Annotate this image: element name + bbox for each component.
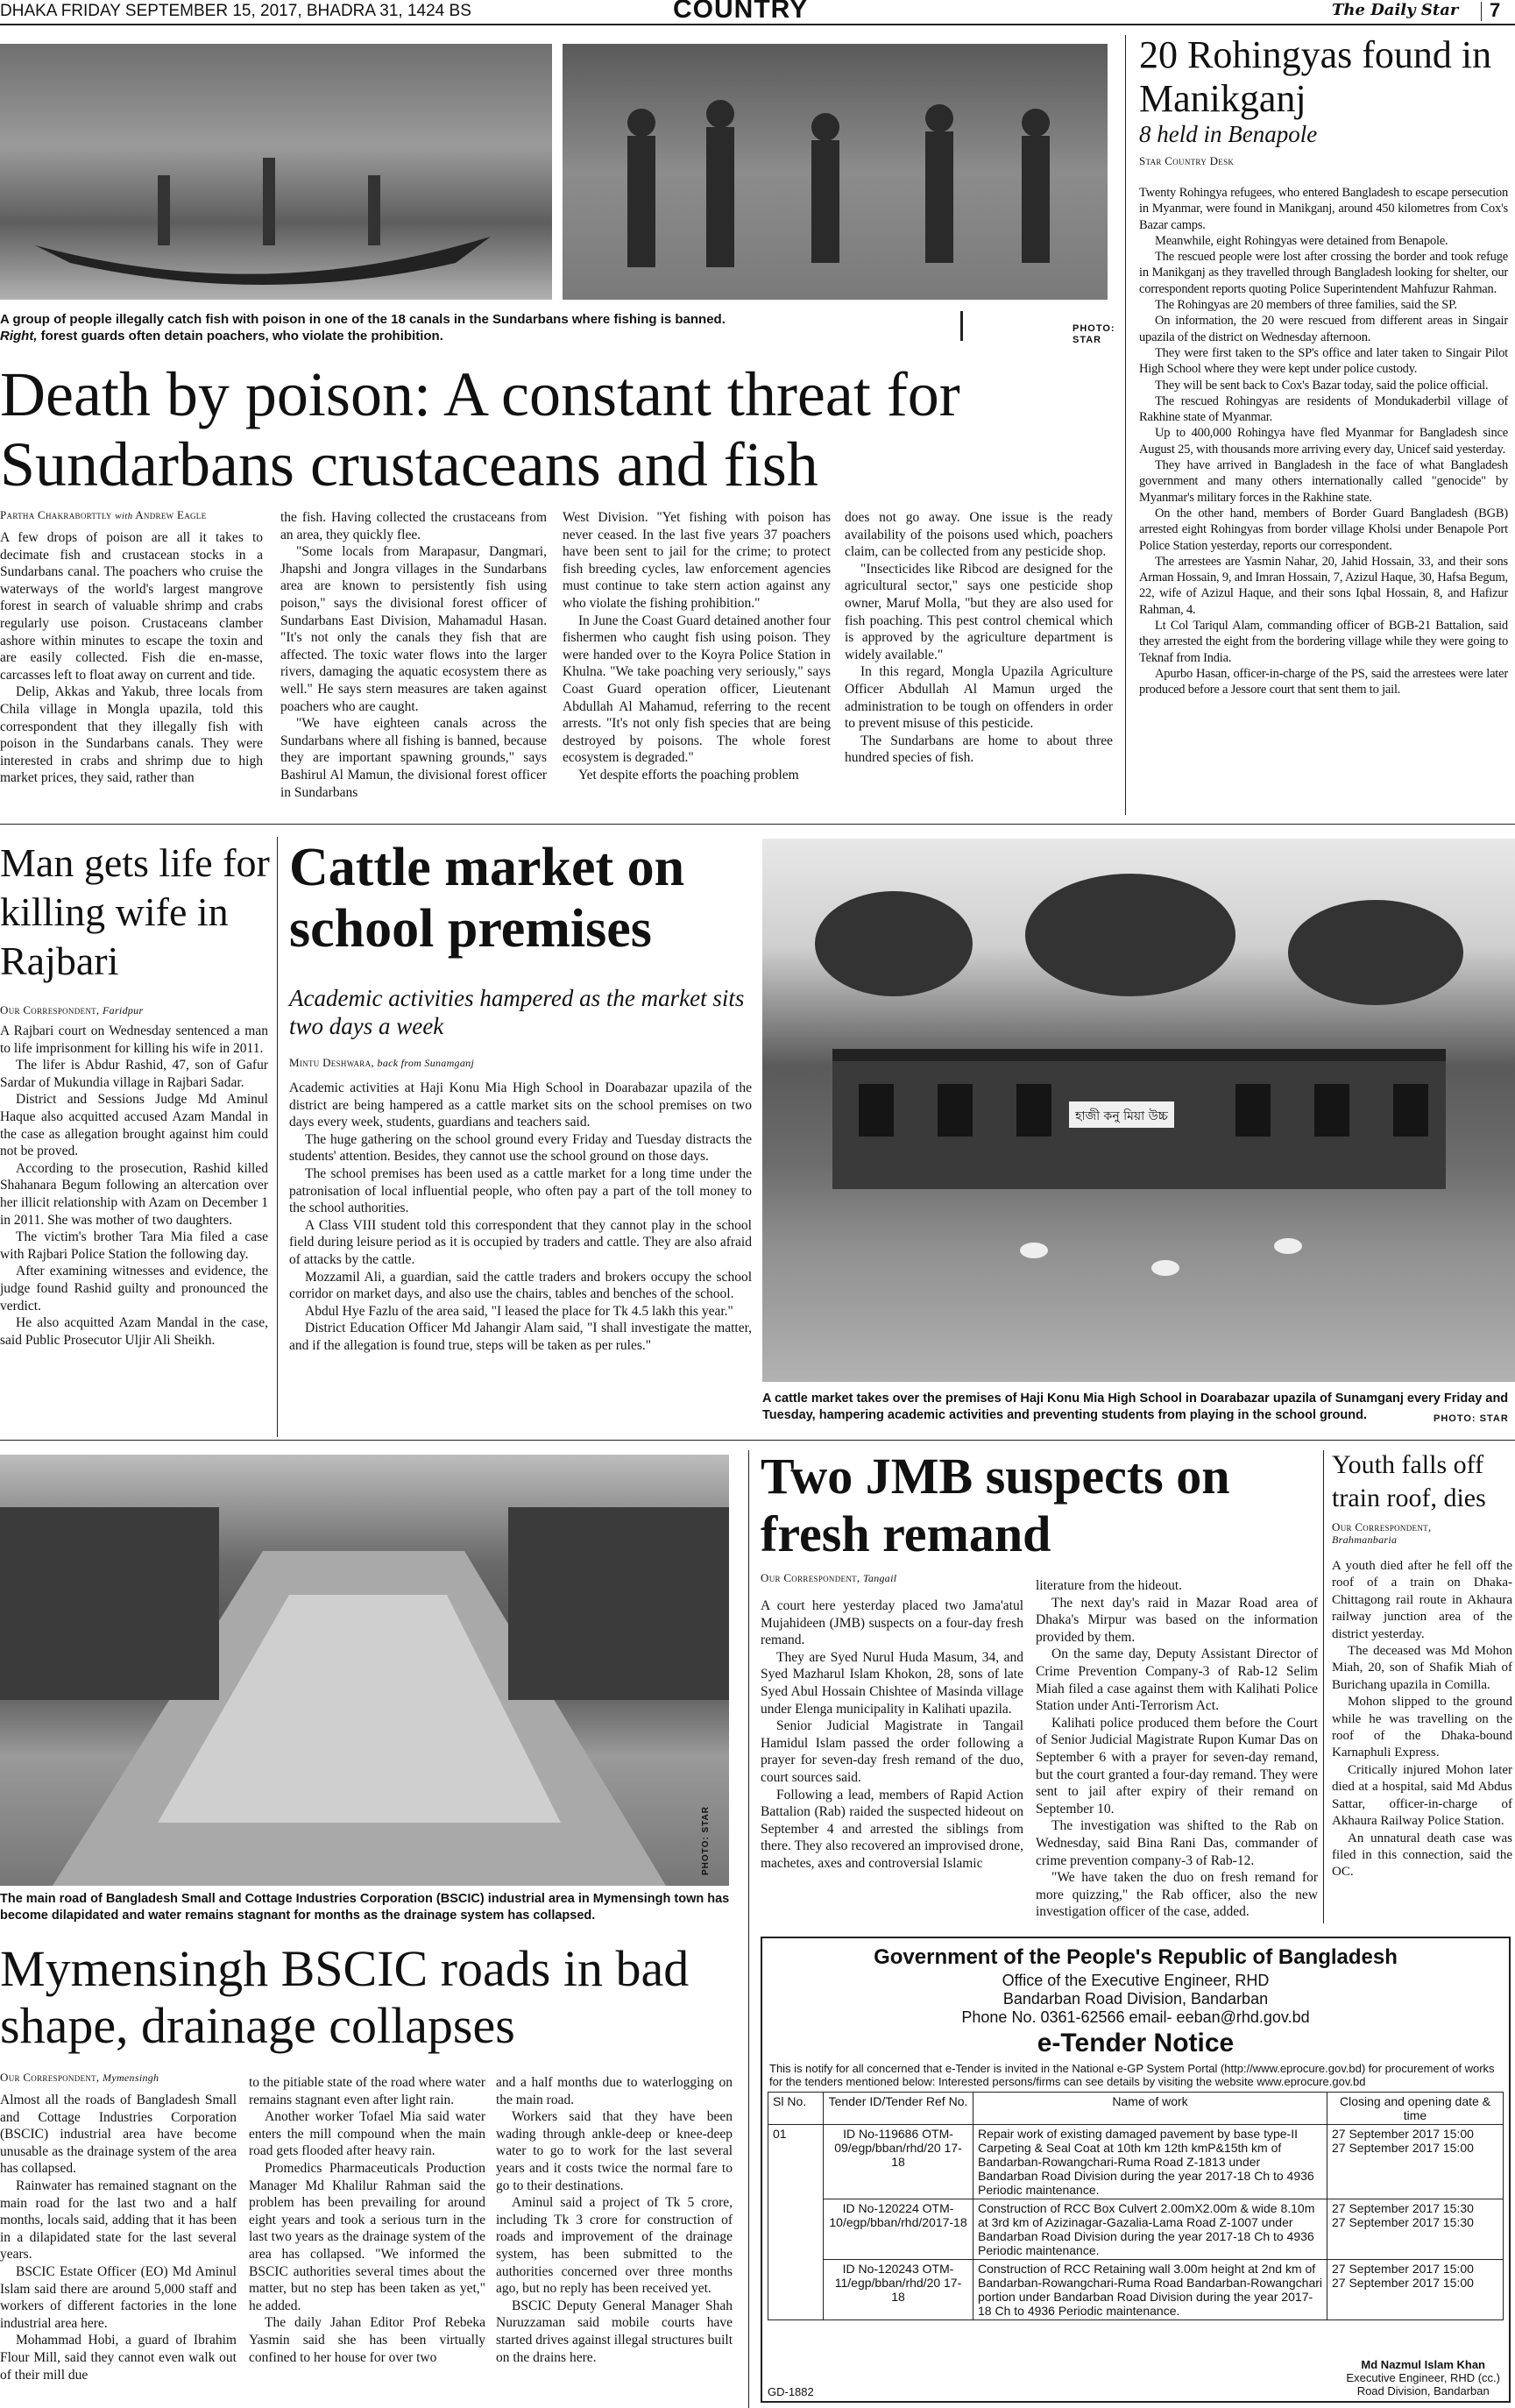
- cell-dates: [1327, 2199, 1504, 2260]
- tender-office: Office of the Executive Engineer, RHD: [1002, 1972, 1270, 1989]
- paragraph: "We have eighteen canals across the Sundarbans where all fishing is banned, because they are important spawning grounds," says Bashirul Al Mamun, the divisional forest officer in Sundarbans: [280, 716, 547, 800]
- paragraph: Lt Col Tariqul Alam, commanding officer of BGB-21 Battalion, said they arrested the eight from the bordering village while they were going to Teknaf from India.: [1139, 619, 1508, 665]
- paragraph: The next day's raid in Mazar Road area of Dhaka's Mirpur was based on the information provided by them.: [1036, 1595, 1318, 1645]
- paragraph: He also acquitted Azam Mandal in the case, said Public Prosecutor Uljir Ali Sheikh.: [0, 1315, 268, 1348]
- table-row: [768, 2125, 1504, 2199]
- bscic-road-photo: [0, 1455, 729, 1886]
- byline-text: Our Correspondent,: [1332, 1520, 1432, 1533]
- section-rule-1: [0, 824, 1515, 825]
- byline-place: back from Sunamganj: [377, 1057, 475, 1069]
- credit-label: PHOTO:: [1073, 323, 1115, 334]
- paragraph: According to the prosecution, Rashid killed Shahanara Begum following an altercation over her illicit relationship with Azam on December 1 in 2011. She was mother of two daughters.: [0, 1160, 268, 1228]
- paragraph: Aminul said a project of Tk 5 crore, including Tk 3 crore for construction of roads and improvement of the drainage system, has been submitted to the authorities concerned over three months ago, but no reply has been received yet.: [496, 2195, 733, 2297]
- byline-place: Faridpur: [103, 1004, 144, 1016]
- rohingya-body: [1139, 185, 1508, 698]
- cattle-byline: [289, 1056, 474, 1070]
- paragraph: The huge gathering on the school ground every Friday and Tuesday distracts the students' attention. Besides, they cannot use the school ground on those days.: [289, 1131, 752, 1165]
- paragraph: Kalihati police produced them before the Court of Senior Judicial Magistrate Rupon Kumar Das on September 6 with a prayer for seven-day remand, but the court granted a four-day remand. They were sent to jail after expiry of their remand on September 10.: [1036, 1715, 1318, 1817]
- credit-source: STAR: [1073, 335, 1102, 345]
- col-header: Tender ID/Tender Ref No.: [824, 2093, 973, 2125]
- paragraph: Another worker Tofael Mia said water enters the mill compound when the main road gets flooded after heavy rain.: [249, 2109, 485, 2159]
- dateline: [0, 2, 471, 21]
- guards-illustration: [563, 44, 1108, 300]
- col-header: Name of work: [973, 2093, 1327, 2125]
- sundarbans-col-2: [280, 509, 547, 801]
- bscic-col-3: [496, 2074, 733, 2366]
- paragraph: A youth died after he fell off the roof of a train on Dhaka-Chittagong rail route in Akhaura railway junction area of the district yesterday.: [1332, 1559, 1512, 1641]
- tender-code: GD-1882: [768, 2385, 814, 2398]
- paragraph: District Education Officer Md Jahangir Alam said, "I shall investigate the matter, and if the allegation is found true, steps will be taken as per rules.": [289, 1321, 752, 1353]
- paragraph: In June the Coast Guard detained another four fishermen who caught fish using poison. They were handed over to the Koyra Police Station in Khulna. "We take poaching very seriously," says Coast Guard operation officer, Lieutenant Abdullah Al Mahamud, referring to the recent arrests. "It's not only fish species that are being destroyed by poisons. The whole forest ecosystem is degraded.": [563, 613, 831, 766]
- cell-dates: [1327, 2260, 1504, 2320]
- cell-tender-id: ID No-120224 OTM-10/egp/bban/rhd/2017-18: [824, 2199, 973, 2260]
- paragraph: "Some locals from Marapasur, Dangmari, Jhapshi and Jongra villages in the Sundarbans area are known to persistently fish using poison," says the divisional forest officer of Sundarbans East Division, Mahamadul Hasan. "It's not only the canals they fish that are affected. The toxic water flows into the larger rivers, damaging the aquatic ecosystem there as well." He says stern measures are taken against poachers who are caught.: [280, 544, 547, 714]
- sundarbans-byline: [0, 508, 206, 522]
- paragraph: The Rohingyas are 20 members of three families, said the SP.: [1155, 298, 1457, 313]
- byline-text: Mintu Deshwara,: [289, 1056, 374, 1069]
- cattle-caption: A cattle market takes over the premises of Haji Konu Mia High School in Doarabazar upazila of Sunamganj every Friday and Tuesday, hampering academic activities and preventing students from playing in the school ground.: [762, 1392, 1509, 1422]
- signer-title-1: Executive Engineer, RHD (cc.): [1346, 2371, 1500, 2384]
- caption-line-2: [0, 328, 841, 344]
- school-sign: হাজী কনু মিয়া উচ্চ: [1075, 1109, 1168, 1123]
- paragraph: The deceased was Md Mohon Miah, 20, son of Shafik Miah of Burichang upazila in Comilla.: [1332, 1644, 1512, 1692]
- paragraph: The lifer is Abdur Rashid, 47, son of Gafur Sardar of Mukundia village in Rajbari Sadar.: [0, 1058, 268, 1090]
- paragraph: On the other hand, members of Border Guard Bangladesh (BGB) arrested eight Rohingyas from border village Kholsi under Benapole Port Police Station yesterday, reports our correspondent.: [1139, 506, 1508, 553]
- table-row: [768, 2260, 1504, 2320]
- caption-line-1: A group of people illegally catch fish with poison in one of the 18 canals in the Sundarbans where fishing is banned.: [0, 312, 726, 327]
- section-rule-2: [0, 1440, 1515, 1441]
- cattle-market-photo: [762, 839, 1515, 1382]
- paragraph: District and Sessions Judge Md Aminul Haque also acquitted accused Azam Mandal in the case as allegation brought against him could not be proved.: [0, 1092, 268, 1159]
- bscic-photo-credit: PHOTO: STAR: [701, 1806, 711, 1875]
- paragraph: Delip, Akkas and Yakub, three locals from Chila village in Mongla upazila, told this correspondent that they illegally fish with poison in the Sundarbans canals. They were interested in crabs and shrimp due to high market prices, they said, rather than: [0, 684, 263, 786]
- sundarbans-caption: [0, 311, 841, 344]
- header-rule: [0, 24, 1515, 25]
- page-number-divider: [1481, 2, 1482, 21]
- paragraph: A Class VIII student told this correspondent that they cannot play in the school field during leisure period as it is occupied by traders and cattle. They are also afraid of attacks by the cattle.: [289, 1217, 752, 1267]
- paragraph: Almost all the roads of Bangladesh Small and Cottage Industries Corporation (BSCIC) industrial area have become unusable as the drainage system of the area has collapsed.: [0, 2093, 237, 2177]
- cell-work: Construction of RCC Box Culvert 2.00mX2.00m & wide 8.10m at 3rd km of Azizinagar-Gazalia-Lama Road Z-1007 under Bandarban Road Division during the year 2017-18 Ch to 4936 Periodic maintenance.: [973, 2199, 1327, 2260]
- col-header: Sl No.: [768, 2093, 824, 2125]
- open-date: 27 September 2017 15:00: [1332, 2141, 1474, 2155]
- paragraph: Workers said that they have been wading through ankle-deep or knee-deep water to go to work for the last several years and it costs twice the normal fare to go to their destinations.: [496, 2109, 733, 2193]
- paragraph: The daily Jahan Editor Prof Rebeka Yasmin said she has been virtually confined to her house for over two: [249, 2315, 485, 2365]
- paragraph: The investigation was shifted to the Rab on Wednesday, said Bina Rani Das, commander of crime prevention company-3 of Rab-12.: [1036, 1818, 1318, 1868]
- bscic-col-2: [249, 2074, 485, 2366]
- close-date: 27 September 2017 15:00: [1332, 2262, 1474, 2276]
- jmb-divider: [1323, 1450, 1324, 1923]
- paragraph: BSCIC Deputy General Manager Shah Nuruzzaman said mobile courts have started drives against illegal structures built on the drains here.: [496, 2298, 733, 2365]
- paragraph: On information, the 20 were rescued from different areas in Singair upazila of the district on Wednesday afternoon.: [1139, 314, 1508, 344]
- paragraph: Twenty Rohingya refugees, who entered Bangladesh to escape persecution in Myanmar, were found in Manikganj, around 450 kilometres from Cox's Bazar camps.: [1139, 186, 1508, 232]
- bscic-byline: [0, 2071, 159, 2085]
- paragraph: Mohon slipped to the ground while he was travelling on the roof of the Dhaka-bound Karnaphuli Express.: [1332, 1695, 1512, 1760]
- paragraph: They will be sent back to Cox's Bazar today, said the police official.: [1155, 378, 1489, 393]
- paragraph: Apurbo Hasan, officer-in-charge of the PS, said the arrestees were later produced before a Jessore court that sent them to jail.: [1139, 666, 1508, 698]
- paragraph: Following a lead, members of Rapid Action Battalion (Rab) raided the suspected hideout on September 4 and arrested the siblings from there. They also recovered an improvised drone, machetes, axes and controversial Islamic: [761, 1787, 1023, 1871]
- sundarbans-col-1: [0, 529, 263, 787]
- paragraph: The rescued people were lost after crossing the border and took refuge in Manikganj as they travelled through Bangladesh looking for shelter, our correspondent reports quoting Police Superintendent Mahfuzur Rahman.: [1139, 250, 1508, 296]
- cattle-subhead: Academic activities hampered as the market sits two days a week: [289, 985, 745, 1039]
- masthead-logo: The Daily Star: [1332, 1, 1459, 19]
- rajbari-headline: Man gets life for killing wife in Rajbari: [0, 840, 270, 983]
- byline-with: with: [115, 511, 133, 521]
- paragraph: BSCIC Estate Officer (EO) Md Aminul Islam said there are around 5,000 staff and workers of different factories in the lone industrial area here.: [0, 2263, 237, 2331]
- paragraph: "We have taken the duo on fresh remand for more quizzing," the Rab officer, also the new investigation officer of the case, added.: [1036, 1870, 1318, 1920]
- paragraph: Critically injured Mohon later died at a hospital, said Md Abdus Sattar, officer-in-charge of Akhaura Railway Police Station.: [1332, 1762, 1512, 1829]
- tender-table: [768, 2092, 1504, 2320]
- paragraph: On the same day, Deputy Assistant Director of Crime Prevention Company-3 of Rab-12 Selim Miah filed a case against them with Kalihati Police Station under Anti-Terrorism Act.: [1036, 1647, 1318, 1714]
- paragraph: literature from the hideout.: [1036, 1578, 1182, 1593]
- paragraph: They were first taken to the SP's office and later taken to Singair Pilot High School where they were kept under police custody.: [1139, 345, 1508, 377]
- caption-line-2-text: forest guards often detain poachers, who violate the prohibition.: [37, 329, 443, 343]
- youth-byline: [1332, 1520, 1431, 1547]
- paragraph: In this regard, Mongla Upazila Agriculture Officer Abdullah Al Mamun urged the administration to be tough on offenders in order to prevent misuse of this pesticide.: [845, 664, 1113, 732]
- paragraph: Promedics Pharmaceuticals Production Manager Md Khalilur Rahman said the problem has been prevailing for around eight years and took a serious turn in the last two years as the drainage system of the area has collapsed. "We informed the BSCIC authorities several times about the matter, but no step has been taken as yet," he added.: [249, 2160, 485, 2313]
- tender-title: e-Tender Notice: [1037, 2029, 1235, 2057]
- paragraph: Meanwhile, eight Rohingyas were detained from Benapole.: [1155, 233, 1448, 248]
- dateline-text: DHAKA FRIDAY SEPTEMBER 15, 2017, BHADRA 31, 1424 BS: [0, 2, 471, 20]
- flooded-road-illustration: [0, 1455, 729, 1886]
- cell-work: Repair work of existing damaged pavement by base type-II Carpeting & Seal Coat at 10th km 12th kmP&15th km of Bandarban-Rowangchari-Ruma Road Z-1813 under Bandarban Road Division during the year 2017-18 Ch to 4936 Periodic maintenance.: [973, 2125, 1327, 2199]
- youth-headline: Youth falls off train roof, dies: [1332, 1450, 1486, 1512]
- byline-place: Brahmanbaria: [1332, 1533, 1398, 1546]
- paragraph: "Insecticides like Ribcod are designed for the agricultural sector," says one pesticide shop owner, Maruf Molla, "but they are also used for fish poaching. This pest control chemical which is approved by the agriculture department is widely available.": [845, 561, 1113, 662]
- paragraph: They have arrived in Bangladesh in the face of what Bangladesh government and many others internationally called "genocide" by Myanmar's military forces in the Rakhine state.: [1139, 458, 1508, 505]
- cattle-body: [289, 1080, 752, 1355]
- signer-name: Md Nazmul Islam Khan: [1361, 2358, 1485, 2371]
- cell-dates: [1327, 2125, 1504, 2199]
- paragraph: Up to 400,000 Rohingya have fled Myanmar for Bangladesh since August 25, with thousands more arriving every day, Unicef said yesterday.: [1139, 426, 1508, 457]
- paragraph: to the pitiable state of the road where water remains stagnant even after light rain.: [249, 2075, 485, 2107]
- paragraph: A few drops of poison are all it takes to decimate fish and crustacean stocks in a Sundarbans canal. The poachers who cruise the waterways of the world's largest mangrove forest in search of valuable shrimp and crabs regularly use poison. Crustaceans clamber ashore within minutes to escape the toxin and are easily collected. Fish die en-masse, carcasses left to float away on current and tide.: [0, 530, 263, 683]
- paragraph: and a half months due to waterlogging on the main road.: [496, 2075, 733, 2107]
- rohingya-byline: Star Country Desk: [1139, 154, 1235, 167]
- paragraph: Mozzamil Ali, a guardian, said the cattle traders and brokers occupy the school corridor on market days, and also use the chairs, tables and benches of the school.: [289, 1269, 752, 1302]
- sundarbans-col-4: [845, 509, 1113, 767]
- signer-title-2: Road Division, Bandarban: [1356, 2384, 1490, 2397]
- paragraph: Mohammad Hobi, a guard of Ibrahim Flour Mill, said they cannot even walk out of their mill due: [0, 2333, 237, 2383]
- rajbari-byline: [0, 1003, 143, 1017]
- paragraph: The arrestees are Yasmin Nahar, 20, Jahid Hossain, 33, and their sons Arman Hossain, 9, and Imran Hossain, 7, Azizul Haque, 30, Hafsa Begum, 22, wife of Azizul Haque, and their sons Iqbal Hossain, 8, and Hafizur Rahman, 4.: [1139, 554, 1508, 617]
- byline-author-1: Partha Chakraborttly: [0, 508, 112, 521]
- jmb-col-2: [1036, 1577, 1318, 1921]
- paragraph: The Sundarbans are home to about three hundred species of fish.: [845, 733, 1113, 766]
- paragraph: A Rajbari court on Wednesday sentenced a man to life imprisonment for killing his wife in 2011.: [0, 1023, 268, 1056]
- byline-text: Our Correspondent,: [0, 2071, 100, 2084]
- paragraph: the fish. Having collected the crustaceans from an area, they quickly flee.: [280, 510, 547, 542]
- jmb-byline: [761, 1571, 896, 1585]
- close-date: 27 September 2017 15:30: [1332, 2201, 1474, 2215]
- paragraph: A court here yesterday placed two Jama'atul Mujahideen (JMB) suspects on a four-day fresh remand.: [761, 1598, 1023, 1648]
- paragraph: They are Syed Nurul Huda Masum, 34, and Syed Mazharul Islam Khokon, 28, sons of late Syed Abul Hossain Chishtee of Masinda village under Elenga municipality in Kalihati upazila.: [761, 1649, 1023, 1717]
- byline-author-2: Andrew Eagle: [135, 508, 207, 521]
- byline-place: Mymensingh: [103, 2072, 159, 2084]
- tender-intro: This is notify for all concerned that e-Tender is invited in the National e-GP System Portal (http://www.eprocure.gov.bd) for procurement of works for the tenders mentioned below: Interested persons/firms can see details by visiting the website www.eprocure.gov.bd: [769, 2062, 1495, 2088]
- tender-table-header: [768, 2093, 1504, 2125]
- byline-text: Our Correspondent,: [761, 1571, 860, 1584]
- caption-divider: [960, 311, 963, 341]
- section-title: COUNTRY: [673, 0, 809, 24]
- sundarbans-col-3: [563, 509, 831, 784]
- paragraph: Yet despite efforts the poaching problem: [578, 767, 799, 783]
- cell-tender-id: ID No-119686 OTM-09/egp/bban/rhd/20 17-18: [824, 2125, 973, 2199]
- paragraph: The school premises has been used as a cattle market for a long time under the patronisation of local influential people, who often pay a part of the toll money to the school authorities.: [289, 1165, 752, 1216]
- tender-signer: [1346, 2358, 1500, 2397]
- paragraph: An unnatural death case was filed in this connection, said the OC.: [1332, 1831, 1512, 1880]
- paragraph: The rescued Rohingyas are residents of Mondukaderbil village of Rakhine state of Myanmar.: [1139, 393, 1508, 425]
- close-date: 27 September 2017 15:00: [1332, 2127, 1474, 2141]
- paragraph: Rainwater has remained stagnant on the main road for the last two and a half months, locals said, adding that it has been in a dilapidated state for the last several years.: [0, 2178, 237, 2263]
- page-number: 7: [1490, 0, 1501, 21]
- byline-place: Tangail: [863, 1572, 897, 1584]
- school-illustration: [762, 839, 1515, 1382]
- paragraph: Abdul Hye Fazlu of the area said, "I leased the place for Tk 4.5 lakh this year.": [305, 1303, 733, 1319]
- cattle-photo-credit: PHOTO: STAR: [1434, 1413, 1509, 1424]
- rajbari-body: [0, 1023, 268, 1349]
- rohingya-subhead: 8 held in Benapole: [1139, 121, 1318, 147]
- tender-phone: Phone No. 0361-62566 email- eeban@rhd.gov.bd: [961, 2008, 1310, 2026]
- sundarbans-photo-credit: [1073, 323, 1115, 346]
- jmb-headline: Two JMB suspects on fresh remand: [761, 1448, 1230, 1562]
- rohingya-divider: [1125, 35, 1126, 815]
- paragraph: West Division. "Yet fishing with poison has never ceased. In the last five years 37 poachers have been sent to jail for the crime; to protect fish breeding cycles, law enforcement agencies must continue to take stern action against any who violate the fishing prohibition.": [563, 510, 831, 611]
- tender-notice: [761, 1937, 1511, 2403]
- cell-sl: 01: [768, 2125, 824, 2320]
- sundarbans-boat-photo: [0, 44, 552, 300]
- bscic-headline: Mymensingh BSCIC roads in bad shape, drainage collapses: [0, 1940, 690, 2054]
- paragraph: does not go away. One issue is the ready availability of the poisons used which, poachers claim, can be collected from any pesticide shop.: [845, 510, 1113, 560]
- bscic-col-1: [0, 2092, 237, 2383]
- bscic-divider: [748, 1450, 749, 2408]
- table-row: [768, 2199, 1504, 2260]
- forest-guards-photo: [563, 44, 1108, 300]
- paragraph: Academic activities at Haji Konu Mia High School in Doarabazar upazila of the district are being hampered as a cattle market sits on the school premises on two days every week, students, guardians and teachers said.: [289, 1080, 752, 1130]
- tender-division: Bandarban Road Division, Bandarban: [1002, 1990, 1269, 2008]
- paragraph: The victim's brother Tara Mia filed a case with Rajbari Police Station the following day.: [0, 1229, 268, 1262]
- open-date: 27 September 2017 15:30: [1332, 2215, 1474, 2229]
- rohingya-headline: 20 Rohingyas found in Manikganj: [1139, 33, 1492, 120]
- boat-illustration: [0, 44, 552, 300]
- rajbari-divider: [277, 837, 278, 1437]
- tender-govt: Government of the People's Republic of Bangladesh: [874, 1945, 1398, 1969]
- paragraph: Senior Judicial Magistrate in Tangail Hamidul Islam passed the order following a prayer for seven-day fresh remand of the duo, court sources said.: [761, 1718, 1023, 1785]
- open-date: 27 September 2017 15:00: [1332, 2276, 1474, 2290]
- caption-emphasis: Right,: [0, 329, 38, 343]
- paragraph: After examining witnesses and evidence, the judge found Rashid guilty and pronounced the verdict.: [0, 1264, 268, 1314]
- cell-work: Construction of RCC Retaining wall 3.00m height at 2nd km of Bandarban-Rowangchari-Ruma Road Bandarban-Rowangchari portion under Bandarban Road Division during the year 2017-18 Ch to 4936 Periodic maintenance.: [973, 2260, 1327, 2320]
- col-header: Closing and opening date & time: [1327, 2093, 1504, 2125]
- byline-text: Our Correspondent,: [0, 1003, 100, 1016]
- bscic-caption: The main road of Bangladesh Small and Cottage Industries Corporation (BSCIC) industrial area in Mymensingh town has become dilapidated and water remains stagnant for months as the drainage system has collapsed.: [0, 1892, 730, 1923]
- cattle-headline: Cattle market on school premises: [289, 838, 685, 959]
- sundarbans-headline: Death by poison: A constant threat for Sundarbans crustaceans and fish: [0, 359, 960, 499]
- youth-body: [1332, 1558, 1512, 1881]
- jmb-col-1: [761, 1597, 1023, 1873]
- cell-tender-id: ID No-120243 OTM-11/egp/bban/rhd/20 17-18: [824, 2260, 973, 2320]
